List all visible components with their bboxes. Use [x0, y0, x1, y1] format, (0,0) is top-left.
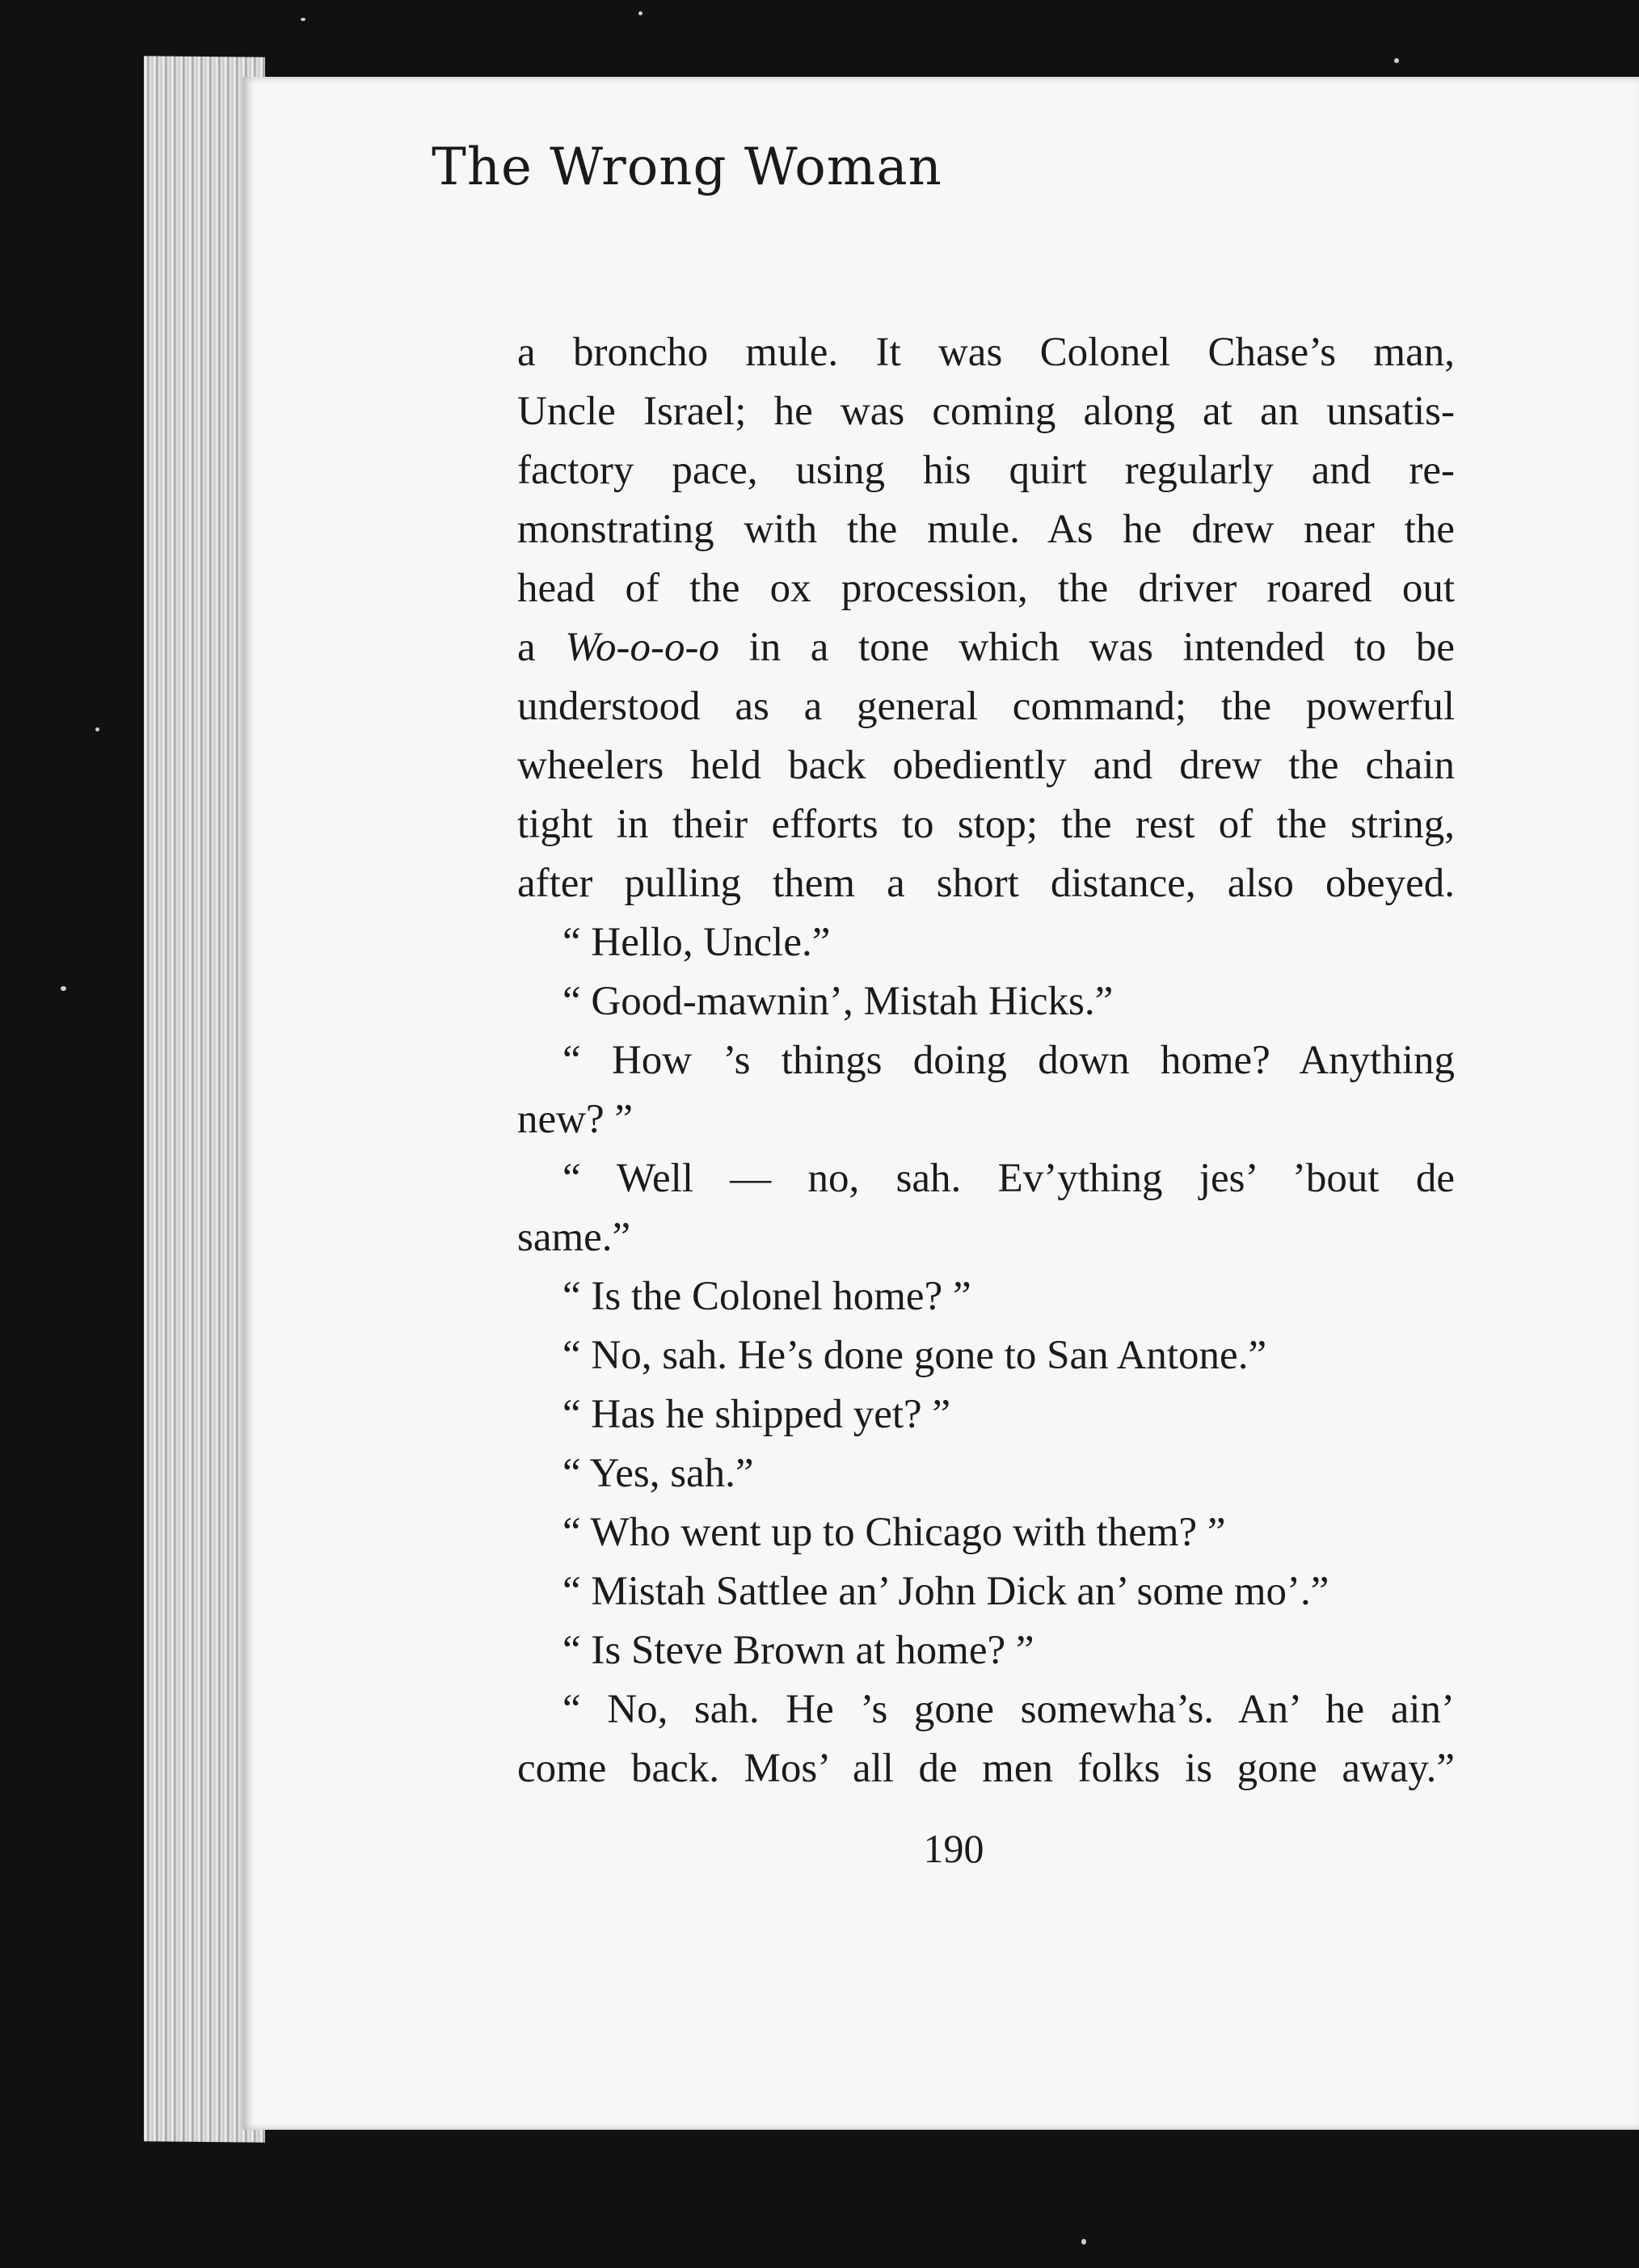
- text-line: understood as a general command; the powerful: [517, 684, 1455, 729]
- dialogue-line: same.”: [517, 1215, 631, 1260]
- text-line: [517, 618, 1455, 677]
- page-number: 190: [923, 1826, 984, 1871]
- dust-speck: [1081, 2239, 1086, 2245]
- dust-speck: [301, 18, 305, 21]
- dust-speck: [638, 11, 643, 15]
- dialogue-line: “ No, sah. He ’s gone somewha’s. An’ he ain’: [562, 1687, 1455, 1732]
- dust-speck: [95, 727, 99, 731]
- dust-speck: [1394, 58, 1399, 63]
- dialogue-line: “ No, sah. He’s done gone to San Antone.”: [562, 1333, 1267, 1378]
- dialogue-line: “ Mistah Sattlee an’ John Dick an’ some mo’.”: [562, 1569, 1329, 1614]
- text-line: monstrating with the mule. As he drew near the: [517, 507, 1455, 552]
- text-line: after pulling them a short distance, also obeyed.: [517, 861, 1455, 906]
- text-line: Uncle Israel; he was coming along at an unsatis-: [517, 389, 1455, 434]
- text-line: a broncho mule. It was Colonel Chase’s man,: [517, 330, 1455, 375]
- running-head: The Wrong Woman: [432, 137, 942, 197]
- dialogue-line: “ Is the Colonel home? ”: [562, 1274, 971, 1319]
- text-line: head of the ox procession, the driver roared out: [517, 566, 1455, 611]
- dialogue-line: come back. Mos’ all de men folks is gone away.”: [517, 1746, 1455, 1791]
- dust-speck: [61, 986, 66, 991]
- body-text: [517, 323, 1455, 1798]
- italic-exclamation: Wo-o-o-o: [565, 625, 719, 670]
- dialogue-line: “ Well — no, sah. Ev’ything jes’ ’bout de: [562, 1156, 1455, 1201]
- text-fragment: a: [517, 625, 536, 670]
- text-line: wheelers held back obediently and drew the chain: [517, 743, 1455, 788]
- text-line: factory pace, using his quirt regularly and re-: [517, 448, 1455, 493]
- text-line: tight in their efforts to stop; the rest of the string,: [517, 802, 1455, 847]
- dialogue-line: “ Has he shipped yet? ”: [562, 1392, 951, 1437]
- text-fragment: in a tone which was intended to be: [748, 625, 1456, 670]
- dialogue-line: “ Is Steve Brown at home? ”: [562, 1628, 1034, 1673]
- dialogue-line: “ How ’s things doing down home? Anything: [562, 1038, 1455, 1083]
- dialogue-line: “ Who went up to Chicago with them? ”: [562, 1510, 1226, 1555]
- dialogue-line: “ Hello, Uncle.”: [562, 920, 831, 965]
- dialogue-line: new? ”: [517, 1097, 633, 1142]
- dialogue-line: “ Yes, sah.”: [562, 1451, 754, 1496]
- dialogue-line: “ Good-mawnin’, Mistah Hicks.”: [562, 979, 1114, 1024]
